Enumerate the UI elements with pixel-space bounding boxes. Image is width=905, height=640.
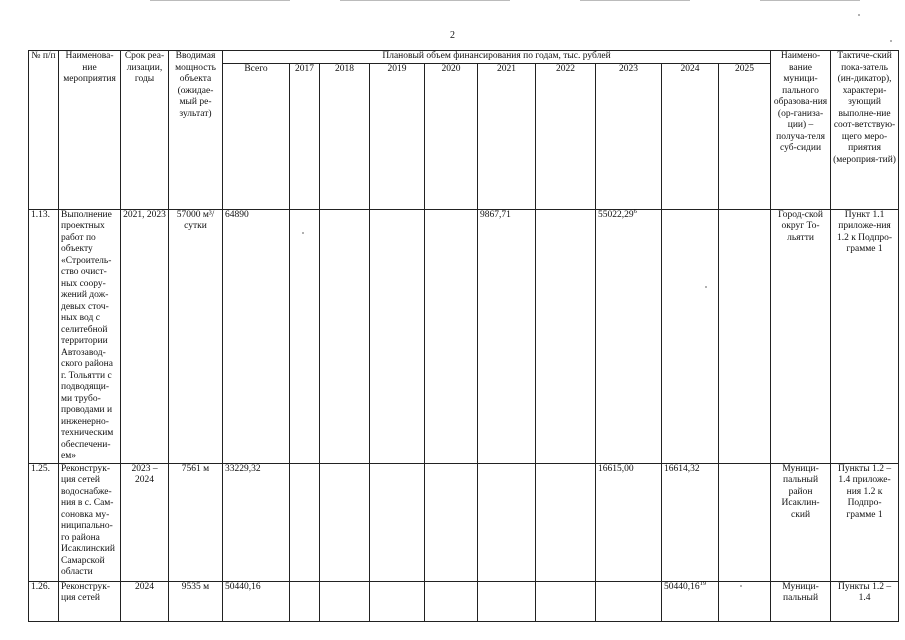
scan-speck: [858, 14, 860, 16]
row-capacity: 7561 м: [169, 463, 223, 581]
page-number: 2: [450, 30, 455, 41]
scan-artifact-line: [150, 0, 290, 1]
header-year-2017: 2017: [290, 63, 320, 209]
row-2018: [320, 209, 370, 463]
row-period: 2023 – 2024: [121, 463, 169, 581]
row-2020: [425, 463, 478, 581]
header-year-2022: 2022: [536, 63, 596, 209]
row-indicator: Пункты 1.2 – 1.4 приложе-ния 1.2 к Подпро-грамме 1: [831, 463, 899, 581]
scan-artifact-line: [580, 0, 690, 1]
header-num: № п/п: [29, 51, 59, 210]
row-2025: [719, 209, 771, 463]
row-2024-value: 16614,32: [664, 463, 700, 474]
row-2024-value: 50440,16: [664, 581, 700, 592]
header-financing: Плановый объем финансирования по годам, тыс. рублей: [223, 51, 771, 64]
row-2021: [478, 463, 536, 581]
row-capacity: 9535 м: [169, 581, 223, 621]
row-2024: [662, 463, 719, 581]
row-2023-value: 55022,29: [598, 209, 634, 220]
footnote-mark: 6: [633, 207, 637, 215]
header-name: Наименова-ние мероприятия: [59, 51, 121, 210]
row-2018: [320, 581, 370, 621]
footnote-mark: 19: [699, 579, 707, 587]
header-year-2018: 2018: [320, 63, 370, 209]
row-2017: [290, 463, 320, 581]
row-2019: [370, 209, 425, 463]
row-2019: [370, 463, 425, 581]
row-total: 64890: [223, 209, 290, 463]
row-2025: [719, 581, 771, 621]
row-2022: [536, 463, 596, 581]
row-name: Реконструк-ция сетей: [59, 581, 121, 621]
row-2023-value: 16615,00: [598, 463, 634, 474]
row-2025: [719, 463, 771, 581]
row-indicator: Пункты 1.2 – 1.4: [831, 581, 899, 621]
row-num: 1.26.: [29, 581, 59, 621]
table-row: [29, 463, 899, 581]
row-2021: [478, 581, 536, 621]
row-period: 2024: [121, 581, 169, 621]
row-recipient: Город-ской округ То-льятти: [771, 209, 831, 463]
row-2020: [425, 581, 478, 621]
row-capacity: 57000 м³/сутки: [169, 209, 223, 463]
row-2017: [290, 581, 320, 621]
row-2018: [320, 463, 370, 581]
header-year-2020: 2020: [425, 63, 478, 209]
row-total: 33229,32: [223, 463, 290, 581]
row-name: Реконструк-ция сетей водоснабже-ния в с. Сам-соновка му-ниципально-го района Исаклинский Самарской области: [59, 463, 121, 581]
table-row: [29, 581, 899, 621]
table-row: [29, 209, 899, 463]
row-total: 50440,16: [223, 581, 290, 621]
scan-artifact-line: [760, 0, 860, 1]
financing-table: [28, 50, 899, 622]
row-num: 1.25.: [29, 463, 59, 581]
row-2024: [662, 581, 719, 621]
row-2023: [596, 209, 662, 463]
header-indicator: Тактиче-ский пока-затель (ин-дикатор), характери-зующий выполне-ние соот-ветствую-щего меро-приятия (мероприя-тий): [831, 51, 899, 210]
header-year-2021: 2021: [478, 63, 536, 209]
row-2022: [536, 209, 596, 463]
row-2023: [596, 581, 662, 621]
header-total: Всего: [223, 63, 290, 209]
scan-artifact-line: [340, 0, 510, 1]
row-2024: [662, 209, 719, 463]
row-indicator: Пункт 1.1 приложе-ния 1.2 к Подпро-грамме 1: [831, 209, 899, 463]
row-2019: [370, 581, 425, 621]
header-year-2019: 2019: [370, 63, 425, 209]
row-2017: [290, 209, 320, 463]
row-2022: [536, 581, 596, 621]
header-year-2025: 2025: [719, 63, 771, 209]
row-2021: 9867,71: [478, 209, 536, 463]
row-num: 1.13.: [29, 209, 59, 463]
row-2020: [425, 209, 478, 463]
header-recipient: Наимено-вание муници-пального образова-ния (ор-ганиза-ции) – получа-теля суб-сидии: [771, 51, 831, 210]
header-period: Срок реа-лизации, годы: [121, 51, 169, 210]
row-recipient: Муници-пальный: [771, 581, 831, 621]
header-year-2023: 2023: [596, 63, 662, 209]
header-capacity: Вводимая мощность объекта (ожидае-мый ре-зультат): [169, 51, 223, 210]
header-year-2024: 2024: [662, 63, 719, 209]
row-2023: [596, 463, 662, 581]
row-name: Выполнение проектных работ по объекту «Строитель-ство очист-ных соору-жений дож-девых сточ-ных вод с селитебной территории Автозавод-ского района г. Тольятти с подводящи-ми трубо-проводами и инженерно-техническим обеспечени-ем»: [59, 209, 121, 463]
row-recipient: Муници-пальный район Исаклин-ский: [771, 463, 831, 581]
row-period: 2021, 2023: [121, 209, 169, 463]
